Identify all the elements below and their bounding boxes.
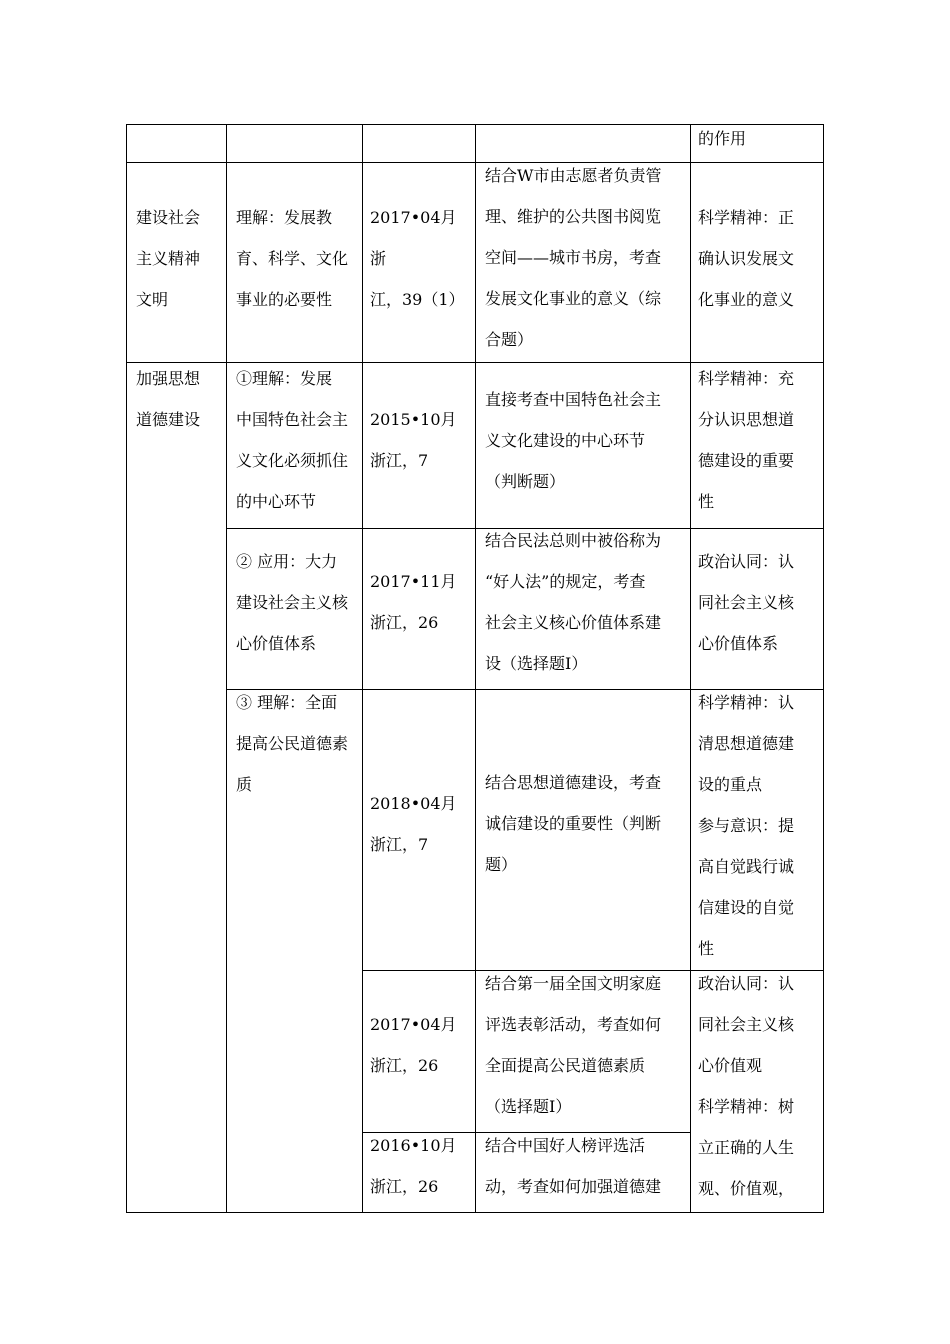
- exam-cell: 2017•04月 浙江，26: [370, 1015, 457, 1075]
- description-cell: 结合中国好人榜评选活 动，考查如何加强道德建: [485, 1136, 662, 1196]
- description-cell: 结合民法总则中被俗称为 “好人法”的规定，考查 社会主义核心价值体系建 设（选择题Ⅰ）: [485, 531, 662, 673]
- column-border: [126, 124, 127, 1213]
- exam-cell: 2016•10月 浙江，26: [370, 1136, 457, 1196]
- description-cell: 结合第一届全国文明家庭 评选表彰活动，考查如何 全面提高公民道德素质 （选择题Ⅰ）: [485, 974, 662, 1116]
- literacy-cell: 科学精神：正 确认识发展文 化事业的意义: [698, 208, 795, 309]
- topic-cell: 建设社会 主义精神 文明: [136, 208, 201, 309]
- exam-cell: 2017•11月 浙江，26: [370, 572, 457, 632]
- description-cell: 结合思想道德建设，考查 诚信建设的重要性（判断 题）: [485, 773, 662, 874]
- column-border: [823, 124, 824, 1213]
- requirement-cell: ② 应用：大力 建设社会主义核 心价值体系: [236, 552, 349, 653]
- literacy-cell: 政治认同：认 同社会主义核 心价值体系: [698, 552, 795, 653]
- requirement-cell: ③ 理解：全面 提高公民道德素 质: [236, 693, 349, 794]
- literacy-cell: 科学精神：充 分认识思想道 德建设的重要 性: [698, 369, 795, 511]
- description-cell: 直接考查中国特色社会主 义文化建设的中心环节 （判断题）: [485, 390, 662, 491]
- continuation-literacy-cell: 的作用: [698, 129, 747, 148]
- exam-cell: 2017•04月 浙 江，39（1）: [370, 208, 465, 309]
- topic-cell: 加强思想 道德建设: [136, 369, 201, 429]
- requirement-cell: ①理解：发展 中国特色社会主 义文化必须抓住 的中心环节: [236, 369, 349, 511]
- column-border: [690, 124, 691, 1213]
- literacy-cell: 政治认同：认 同社会主义核 心价值观 科学精神：树 立正确的人生 观、价值观，: [698, 974, 795, 1198]
- exam-cell: 2018•04月 浙江，7: [370, 794, 457, 854]
- column-border: [475, 124, 476, 1213]
- column-border: [362, 124, 363, 1213]
- literacy-cell: 科学精神：认 清思想道德建 设的重点 参与意识：提 高自觉践行诚 信建设的自觉 性: [698, 693, 795, 958]
- column-border: [226, 124, 227, 1213]
- requirement-cell: 理解：发展教 育、科学、文化 事业的必要性: [236, 208, 349, 309]
- exam-cell: 2015•10月 浙江，7: [370, 410, 457, 470]
- description-cell: 结合W市由志愿者负责管 理、维护的公共图书阅览 空间——城市书房，考查 发展文化事业的意义（综 合题）: [485, 166, 662, 349]
